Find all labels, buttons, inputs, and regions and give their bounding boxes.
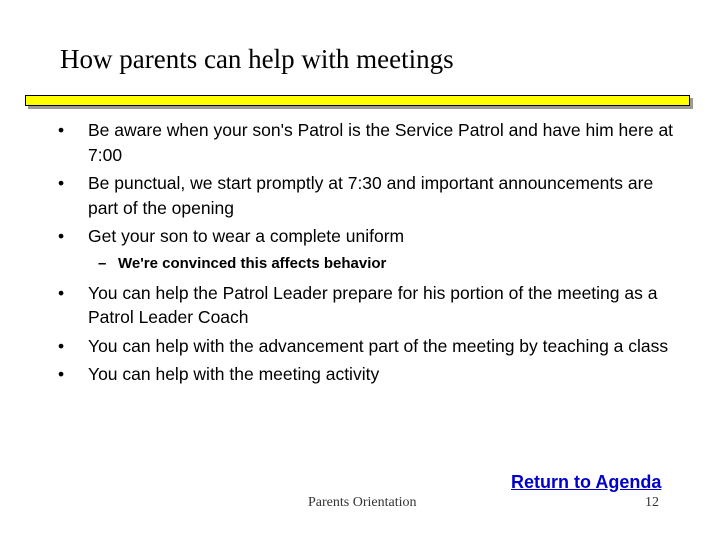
- bullet-list: [58, 118, 678, 391]
- bullet-item: [58, 118, 678, 167]
- title-underline-bar: [25, 95, 690, 106]
- bullet-text: Get your son to wear a complete uniform: [88, 226, 405, 246]
- slide-title: How parents can help with meetings: [60, 44, 454, 74]
- bullet-text: You can help the Patrol Leader prepare for his portion of the meeting as a Patrol Leader Coach: [88, 282, 658, 327]
- sub-bullet-item: [58, 253, 678, 275]
- bullet-text: Be aware when your son's Patrol is the Service Patrol and have him here at 7:00: [88, 120, 674, 165]
- bullet-item: [58, 281, 678, 330]
- bullet-text: You can help with the meeting activity: [88, 364, 380, 384]
- sub-bullet-text: We're convinced this affects behavior: [118, 254, 387, 272]
- bullet-item: [58, 224, 678, 249]
- bullet-item: [58, 334, 678, 359]
- footer-text: Parents Orientation: [308, 495, 417, 510]
- bullet-text: You can help with the advancement part of the meeting by teaching a class: [88, 335, 669, 356]
- page-number: 12: [645, 495, 659, 510]
- bullet-text: Be punctual, we start promptly at 7:30 and important announcements are part of the opening: [88, 173, 654, 218]
- return-to-agenda-link[interactable]: Return to Agenda: [511, 472, 662, 492]
- bullet-item: [58, 171, 678, 220]
- bullet-item: [58, 362, 678, 387]
